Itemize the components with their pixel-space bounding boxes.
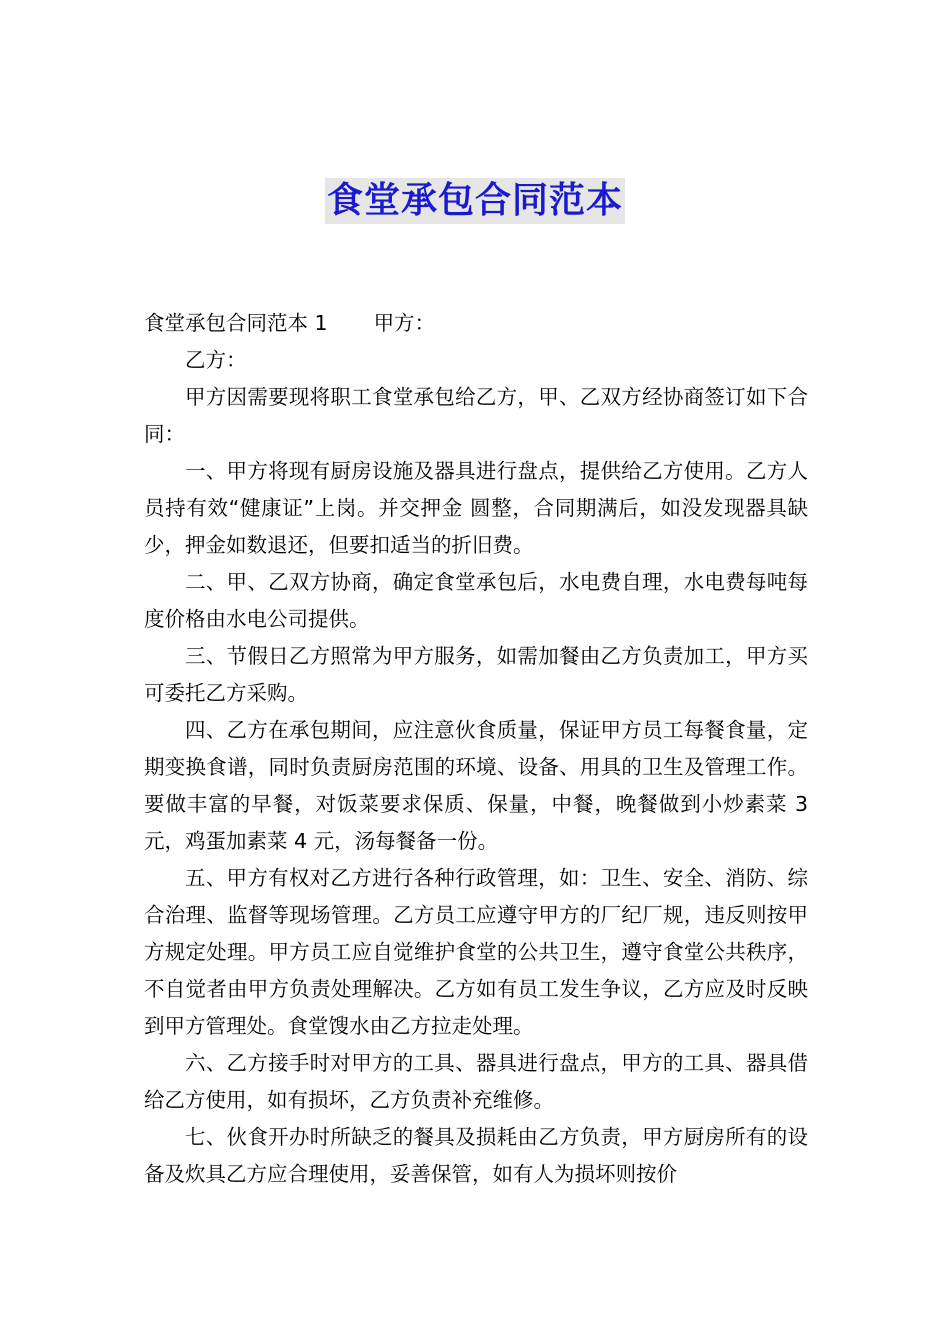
paragraph-intro: 甲方因需要现将职工食堂承包给乙方，甲、乙双方经协商签订如下合同：: [144, 385, 808, 446]
paragraph-clause-7: 七、伙食开办时所缺乏的餐具及损耗由乙方负责，甲方厨房所有的设备及炊具乙方应合理使用，妥善保管，如有人为损坏则按价: [144, 1125, 808, 1186]
contract-heading-label: 食堂承包合同范本 1: [144, 311, 328, 335]
contract-heading-line: [144, 305, 808, 342]
paragraph-clause-1: 一、甲方将现有厨房设施及器具进行盘点，提供给乙方使用。乙方人员持有效“健康证”上岗。并交押金 圆整，合同期满后，如没发现器具缺少，押金如数退还，但要扣适当的折旧费。: [144, 459, 808, 557]
party-b-label: 乙方：: [185, 348, 247, 372]
document-body: [144, 305, 808, 1193]
document-title-block: [0, 178, 950, 224]
paragraph-clause-6: 六、乙方接手时对甲方的工具、器具进行盘点，甲方的工具、器具借给乙方使用，如有损坏，乙方负责补充维修。: [144, 1051, 808, 1112]
paragraph-clause-5: 五、甲方有权对乙方进行各种行政管理，如：卫生、安全、消防、综合治理、监督等现场管理。乙方员工应遵守甲方的厂纪厂规，违反则按甲方规定处理。甲方员工应自觉维护食堂的公共卫生，遵守食堂公共秩序，不自觉者由甲方负责处理解决。乙方如有员工发生争议，乙方应及时反映到甲方管理处。食堂馊水由乙方拉走处理。: [144, 866, 808, 1038]
party-a-label: 甲方：: [373, 311, 436, 335]
paragraph-clause-2: 二、甲、乙双方协商，确定食堂承包后，水电费自理，水电费每吨每度价格由水电公司提供。: [144, 570, 808, 631]
party-b-line: [144, 342, 808, 379]
paragraph-clause-4: 四、乙方在承包期间，应注意伙食质量，保证甲方员工每餐食量，定期变换食谱，同时负责厨房范围的环境、设备、用具的卫生及管理工作。要做丰富的早餐，对饭菜要求保质、保量，中餐，晚餐做到小炒素菜 3 元，鸡蛋加素菜 4 元，汤每餐备一份。: [144, 718, 808, 853]
document-title: 食堂承包合同范本: [325, 178, 625, 224]
paragraph-clause-3: 三、节假日乙方照常为甲方服务，如需加餐由乙方负责加工，甲方买可委托乙方采购。: [144, 644, 808, 705]
